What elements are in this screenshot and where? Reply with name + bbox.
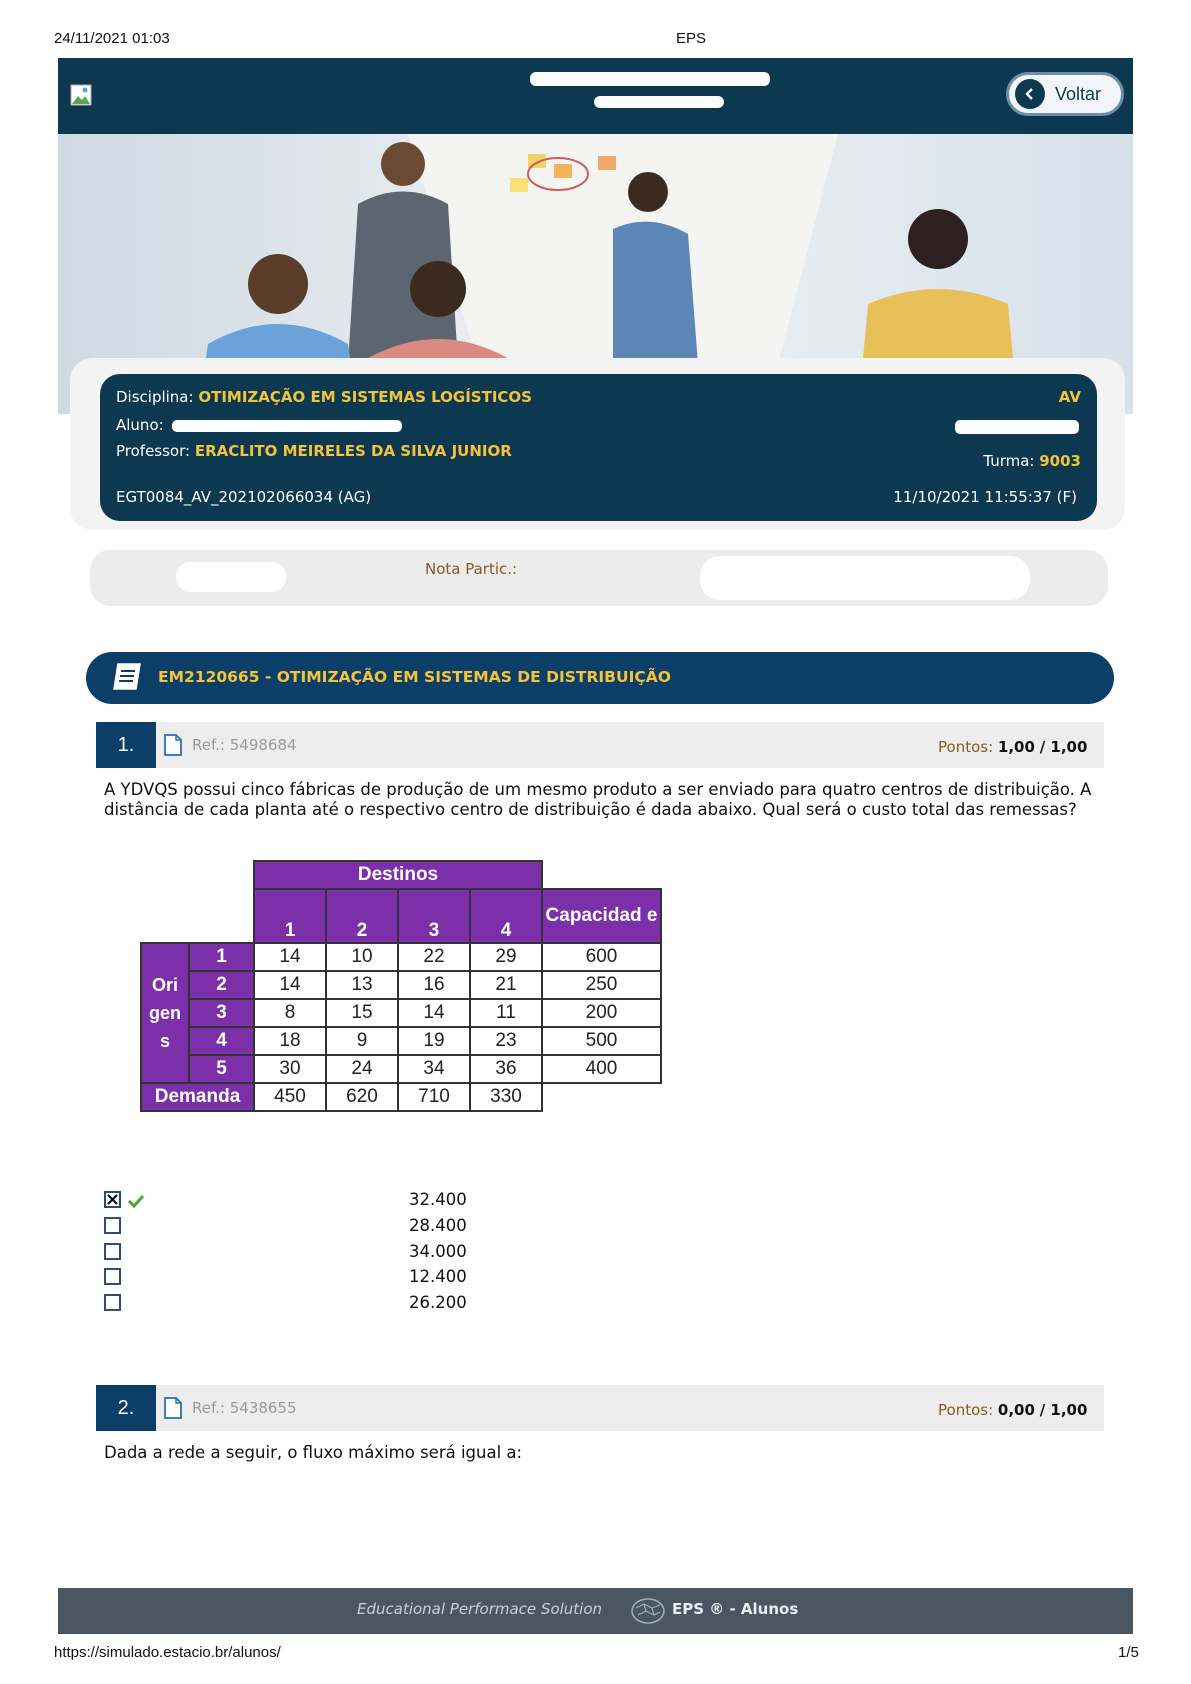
option-5-checkbox[interactable] (104, 1294, 121, 1311)
table-cell: 11 (470, 999, 542, 1027)
option-3-checkbox[interactable] (104, 1243, 121, 1260)
capacity-cell: 500 (542, 1027, 661, 1055)
capacity-cell: 250 (542, 971, 661, 999)
correct-check-icon (128, 1194, 144, 1208)
document-icon (164, 1397, 182, 1419)
option-1-checkbox[interactable] (104, 1191, 121, 1208)
demand-cell: 450 (254, 1083, 326, 1111)
dest-col-4: 4 (470, 889, 542, 943)
dest-col-2: 2 (326, 889, 398, 943)
broken-image-icon (70, 84, 92, 106)
table-cell: 9 (326, 1027, 398, 1055)
back-button[interactable] (1006, 72, 1124, 116)
table-cell: 14 (254, 943, 326, 971)
question-2-number: 2. (96, 1385, 156, 1431)
table-cell: 14 (254, 971, 326, 999)
question-2-points: 0,00 (997, 1401, 1035, 1419)
question-2-points-max: / 1,00 (1039, 1401, 1088, 1419)
print-url: https://simulado.estacio.br/alunos/ (54, 1644, 281, 1661)
footer-brand: EPS ® - Alunos (672, 1600, 799, 1618)
module-title: EM2120665 - OTIMIZAÇÃO EM SISTEMAS DE DISTRIBUIÇÃO (158, 668, 671, 686)
print-date: 24/11/2021 01:03 (54, 30, 170, 47)
question-1-ref: Ref.: 5498684 (192, 736, 297, 754)
origin-label: 2 (189, 971, 254, 999)
demanda-label: Demanda (141, 1083, 254, 1111)
demand-cell: 620 (326, 1083, 398, 1111)
origin-label: 3 (189, 999, 254, 1027)
disciplina-value: OTIMIZAÇÃO EM SISTEMAS LOGÍSTICOS (198, 388, 532, 406)
capacity-cell: 200 (542, 999, 661, 1027)
print-page-number: 1/5 (1118, 1644, 1139, 1661)
disciplina-label: Disciplina: (116, 388, 194, 406)
option-5-value: 26.200 (409, 1293, 467, 1312)
table-cell: 21 (470, 971, 542, 999)
question-1-text: A YDVQS possui cinco fábricas de produção de um mesmo produto a ser enviado para quatro centros de distribuição. A distância de cada planta até o respectivo centro de distribuição é dada abaixo. Qual será o custo total das remessas? (104, 780, 1092, 819)
chevron-left-icon (1015, 79, 1045, 109)
professor-label: Professor: (116, 442, 191, 460)
redacted-grade (176, 562, 286, 592)
origin-label: 1 (189, 943, 254, 971)
demand-cell: 710 (398, 1083, 470, 1111)
origin-label: 5 (189, 1055, 254, 1083)
table-cell: 34 (398, 1055, 470, 1083)
brain-logo-icon (630, 1596, 666, 1626)
option-3-value: 34.000 (409, 1242, 467, 1261)
exam-type: AV (1058, 388, 1081, 406)
origens-header: Ori gen s (141, 943, 189, 1083)
table-cell: 23 (470, 1027, 542, 1055)
redacted-nota-value (700, 556, 1030, 600)
question-2-ref: Ref.: 5438655 (192, 1399, 297, 1417)
footer-tagline: Educational Performace Solution (357, 1600, 603, 1618)
turma-value: 9003 (1039, 452, 1081, 470)
table-cell: 8 (254, 999, 326, 1027)
question-1-points-max: / 1,00 (1039, 738, 1088, 756)
top-bar (58, 58, 1133, 134)
book-icon (110, 661, 144, 693)
distance-table (140, 860, 662, 1112)
table-cell: 14 (398, 999, 470, 1027)
table-cell: 18 (254, 1027, 326, 1055)
info-panel (100, 374, 1097, 521)
table-cell: 36 (470, 1055, 542, 1083)
question-1-points-label: Pontos: (938, 738, 994, 756)
professor-value: ERACLITO MEIRELES DA SILVA JUNIOR (194, 442, 512, 460)
table-cell: 13 (326, 971, 398, 999)
redacted-subtitle (594, 96, 724, 108)
exam-datetime: 11/10/2021 11:55:37 (F) (893, 488, 1077, 506)
back-button-label: Voltar (1055, 83, 1102, 104)
question-2-text: Dada a rede a seguir, o fluxo máximo será igual a: (104, 1443, 523, 1462)
dest-col-1: 1 (254, 889, 326, 943)
destinos-header: Destinos (254, 861, 542, 889)
table-cell: 19 (398, 1027, 470, 1055)
capacity-cell: 600 (542, 943, 661, 971)
table-cell: 16 (398, 971, 470, 999)
capacidade-header: Capacidad e (542, 889, 661, 943)
turma-label: Turma: (983, 452, 1035, 470)
redacted-title (530, 72, 770, 86)
table-cell: 10 (326, 943, 398, 971)
question-1-number: 1. (96, 722, 156, 768)
question-1-points: 1,00 (997, 738, 1035, 756)
option-1-value: 32.400 (409, 1190, 467, 1209)
question-2-points-label: Pontos: (938, 1401, 994, 1419)
print-title: EPS (676, 30, 707, 47)
exam-code: EGT0084_AV_202102066034 (AG) (116, 488, 372, 506)
capacity-cell: 400 (542, 1055, 661, 1083)
option-2-checkbox[interactable] (104, 1217, 121, 1234)
aluno-label: Aluno: (116, 416, 164, 434)
nota-partic-label: Nota Partic.: (425, 560, 518, 578)
document-icon (164, 734, 182, 756)
table-cell: 30 (254, 1055, 326, 1083)
checked-x-icon (107, 1194, 118, 1205)
option-4-value: 12.400 (409, 1267, 467, 1286)
demand-cell: 330 (470, 1083, 542, 1111)
dest-col-3: 3 (398, 889, 470, 943)
origin-label: 4 (189, 1027, 254, 1055)
redacted-student-name (172, 420, 402, 432)
table-cell: 15 (326, 999, 398, 1027)
option-4-checkbox[interactable] (104, 1268, 121, 1285)
option-2-value: 28.400 (409, 1216, 467, 1235)
redacted-student-id (955, 420, 1079, 434)
table-cell: 22 (398, 943, 470, 971)
table-cell: 24 (326, 1055, 398, 1083)
table-cell: 29 (470, 943, 542, 971)
